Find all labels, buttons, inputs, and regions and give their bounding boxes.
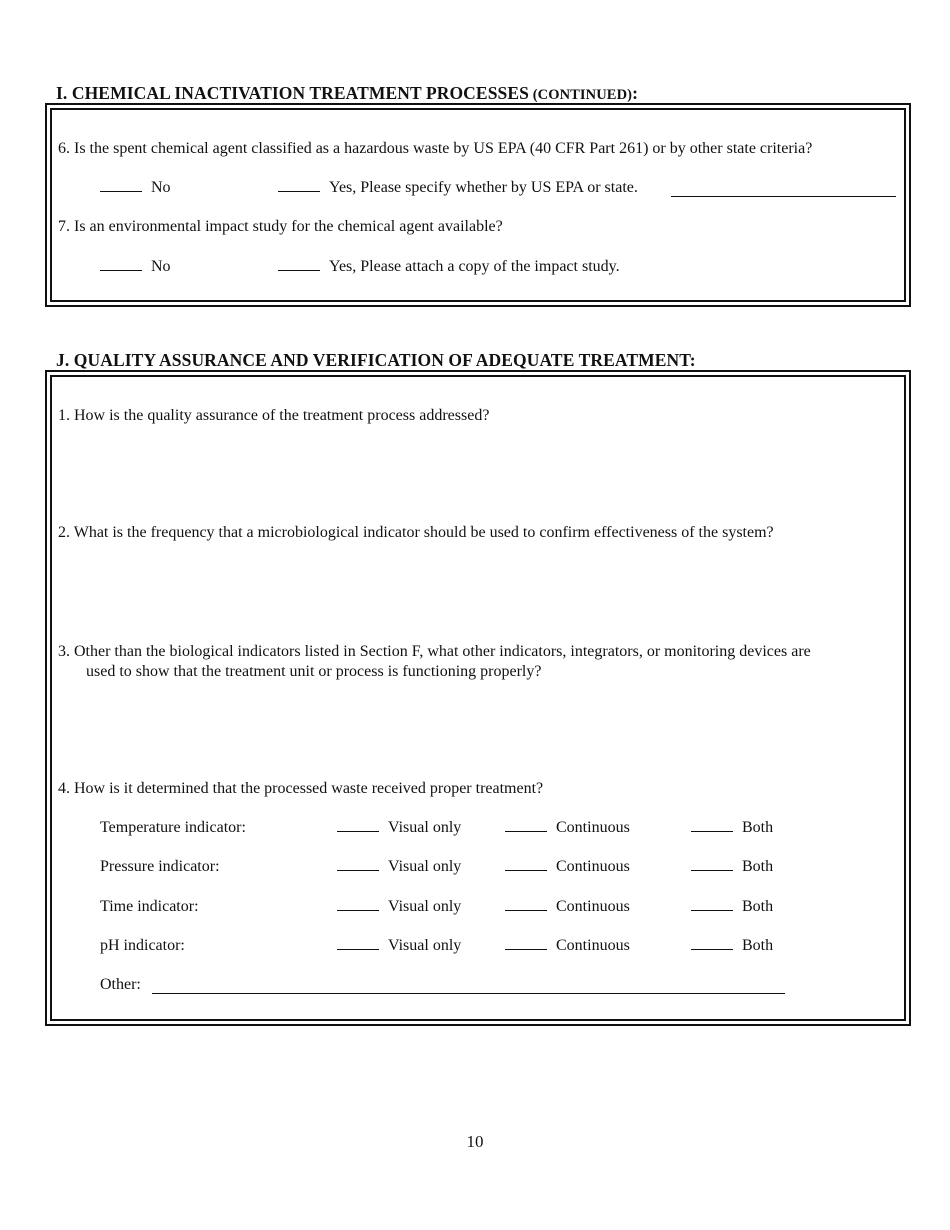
visual-only-option[interactable] [337,858,461,876]
both-option[interactable] [691,819,773,837]
indicator-label: pH indicator: [100,937,185,954]
question-7: 7. Is an environmental impact study for the chemical agent available? [58,218,503,235]
q6-yes-option[interactable] [278,179,638,197]
visual-only-blank[interactable] [337,869,379,871]
page-number: 10 [466,1132,484,1151]
visual-only-label: Visual only [388,937,462,954]
q6-specify-line[interactable] [671,196,896,197]
continuous-blank[interactable] [505,830,547,832]
question-6: 6. Is the spent chemical agent classified as a hazardous waste by US EPA (40 CFR Part 261) or by other state criteria? [58,140,813,157]
q7-yes-option[interactable] [278,258,620,276]
other-label: Other: [100,976,141,993]
visual-only-blank[interactable] [337,830,379,832]
both-label: Both [742,819,774,836]
section-i-heading-main: I. CHEMICAL INACTIVATION TREATMENT PROCESSES [56,83,529,103]
continuous-label: Continuous [556,858,630,875]
q6-no-label: No [151,179,171,196]
both-blank[interactable] [691,869,733,871]
both-option[interactable] [691,858,773,876]
continuous-option[interactable] [505,858,630,876]
continuous-option[interactable] [505,898,630,916]
both-option[interactable] [691,898,773,916]
q6-no-option[interactable] [100,179,171,197]
other-input-line[interactable] [152,993,785,994]
both-blank[interactable] [691,830,733,832]
section-i-heading-colon: : [632,83,639,103]
q6-yes-blank[interactable] [278,190,320,192]
question-j2: 2. What is the frequency that a microbiological indicator should be used to confirm effectiveness of the system? [58,524,774,541]
q7-yes-blank[interactable] [278,269,320,271]
visual-only-label: Visual only [388,819,462,836]
continuous-label: Continuous [556,937,630,954]
both-blank[interactable] [691,909,733,911]
visual-only-blank[interactable] [337,909,379,911]
continuous-label: Continuous [556,819,630,836]
section-i-box [45,103,911,307]
both-label: Both [742,898,774,915]
both-label: Both [742,858,774,875]
visual-only-option[interactable] [337,937,461,955]
q7-no-label: No [151,258,171,275]
continuous-label: Continuous [556,898,630,915]
visual-only-blank[interactable] [337,948,379,950]
visual-only-option[interactable] [337,898,461,916]
continuous-option[interactable] [505,937,630,955]
section-j-box [45,370,911,1026]
q6-yes-label: Yes, Please specify whether by US EPA or state. [329,179,638,196]
q7-yes-label: Yes, Please attach a copy of the impact study. [329,258,620,275]
both-label: Both [742,937,774,954]
continuous-blank[interactable] [505,869,547,871]
question-j3-line1: 3. Other than the biological indicators listed in Section F, what other indicators, integrators, or monitoring devices are [58,643,811,660]
section-i-heading [56,83,638,104]
indicator-label: Temperature indicator: [100,819,246,836]
section-i-heading-continued: (CONTINUED) [528,87,633,103]
question-j3 [58,642,888,682]
question-j3-line2: used to show that the treatment unit or process is functioning properly? [86,663,542,680]
q7-no-blank[interactable] [100,269,142,271]
continuous-option[interactable] [505,819,630,837]
both-blank[interactable] [691,948,733,950]
continuous-blank[interactable] [505,948,547,950]
question-j4: 4. How is it determined that the processed waste received proper treatment? [58,780,544,797]
both-option[interactable] [691,937,773,955]
q6-no-blank[interactable] [100,190,142,192]
continuous-blank[interactable] [505,909,547,911]
section-j-heading: J. QUALITY ASSURANCE AND VERIFICATION OF ADEQUATE TREATMENT: [56,350,696,370]
question-j1: 1. How is the quality assurance of the treatment process addressed? [58,407,490,424]
q7-no-option[interactable] [100,258,171,276]
visual-only-option[interactable] [337,819,461,837]
visual-only-label: Visual only [388,898,462,915]
indicator-label: Pressure indicator: [100,858,220,875]
visual-only-label: Visual only [388,858,462,875]
indicator-label: Time indicator: [100,898,199,915]
